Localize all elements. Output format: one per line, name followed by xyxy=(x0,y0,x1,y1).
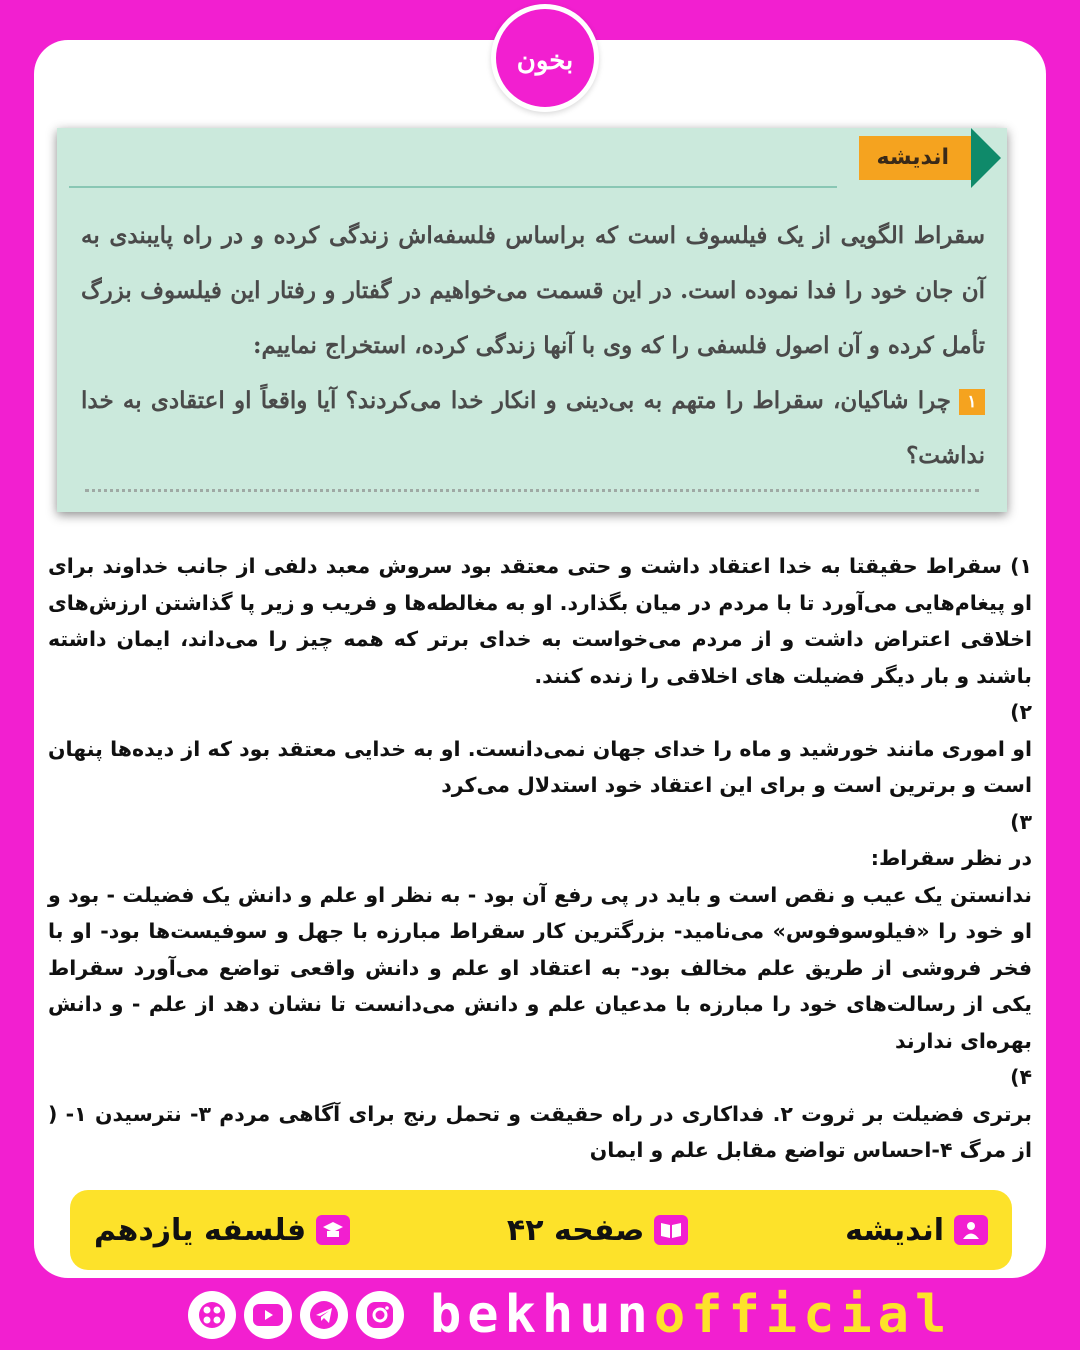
section-tag xyxy=(859,128,1002,188)
page-label: صفحه ۴۲ xyxy=(506,1212,645,1248)
section-tag-label: اندیشه xyxy=(859,136,972,180)
handle-part2: official xyxy=(653,1285,953,1345)
question-number: ۱ xyxy=(959,389,985,415)
tag-arrow-icon xyxy=(971,128,1001,188)
answer-2-number: ۲) xyxy=(1010,700,1032,724)
handle-part1: bekhun xyxy=(430,1285,654,1345)
person-icon xyxy=(954,1215,988,1245)
answer-4: برتری فضیلت بر ثروت ۲. فداکاری در راه حقیقت و تحمل رنج برای آگاهی مردم ۳- نترسیدن ۱- ( از مرگ ۴-احساس تواضع مقابل علم و ایمان xyxy=(48,1101,1032,1162)
topic-label: اندیشه xyxy=(845,1212,944,1248)
book-icon xyxy=(654,1215,688,1245)
answer-1: ۱) سقراط حقیقتا به خدا اعتقاد داشت و حتی معتقد بود سروش معبد دلفی از جانب خداوند برای او پیغام‌هایی می‌آورد تا با مردم در میان بگذارد. او به مغالطه‌ها و فریب و زیر پا گذاشتن ارزش‌های اخلاقی اعتراض داشت و از مردم می‌خواست به خدای برتر که همه چیز را می‌داند، ایمان داشته باشند و بار دیگر فضیلت های اخلاقی را زنده کنند. xyxy=(48,554,1032,688)
page-item xyxy=(507,1213,688,1248)
excerpt-body xyxy=(81,208,985,483)
answer-line xyxy=(85,489,979,492)
social-row xyxy=(188,1286,952,1344)
tag-divider xyxy=(69,186,837,188)
brand-logo xyxy=(491,4,599,112)
youtube-icon[interactable] xyxy=(244,1291,292,1339)
logo-text: بخون xyxy=(516,46,574,76)
answer-4-number: ۴) xyxy=(1010,1065,1032,1089)
aparat-icon[interactable] xyxy=(188,1291,236,1339)
subject-item xyxy=(94,1213,350,1248)
answer-3: ندانستن یک عیب و نقص است و باید در پی رفع آن بود - به نظر او علم و دانش یک فضیلت - بود و او خود را «فیلوسوفوس» می‌نامید- بزرگترین کار سقراط مبارزه با جهل و سوفیست‌ها بود- او با فخر فروشی از طریق علم مخالف بود- به اعتقاد او علم و دانش واقعی تواضع می‌آورد سقراط یکی از رسالت‌های خود را مبارزه با مدعیان علم و دانش می‌دانست تا نشان دهد از علم - و دانش بهره‌ای ندارند xyxy=(48,882,1032,1053)
brand-handle xyxy=(430,1286,952,1344)
telegram-icon[interactable] xyxy=(300,1291,348,1339)
answer-3-number: ۳) xyxy=(1010,809,1032,834)
subject-label: فلسفه یازدهم xyxy=(94,1212,307,1248)
answer-text xyxy=(48,548,1032,1169)
instagram-icon[interactable] xyxy=(356,1291,404,1339)
answer-2: او اموری مانند خورشید و ماه را خدای جهان نمی‌دانست. او به خدایی معتقد بود که از دیده‌ها پنهان است و برترین است و برای این اعتقاد خود استدلال می‌کرد xyxy=(48,736,1032,797)
topic-item xyxy=(845,1213,988,1248)
excerpt-paragraph: سقراط الگویی از یک فیلسوف است که براساس فلسفه‌اش زندگی کرده و در راه پایبندی به آن جان خود را فدا نموده است. در این قسمت می‌خواهیم در گفتار و رفتار این فیلسوف بزرگ تأمل کرده و آن اصول فلسفی را که وی با آنها زندگی کرده، استخراج نماییم: xyxy=(81,222,985,359)
graduation-icon xyxy=(316,1215,350,1245)
textbook-excerpt xyxy=(57,128,1007,512)
info-bar xyxy=(70,1190,1012,1270)
excerpt-question: چرا شاکیان، سقراط را متهم به بی‌دینی و انکار خدا می‌کردند؟ آیا واقعاً او اعتقادی به خدا نداشت؟ xyxy=(81,387,985,469)
answer-3-heading: در نظر سقراط: xyxy=(870,846,1032,870)
